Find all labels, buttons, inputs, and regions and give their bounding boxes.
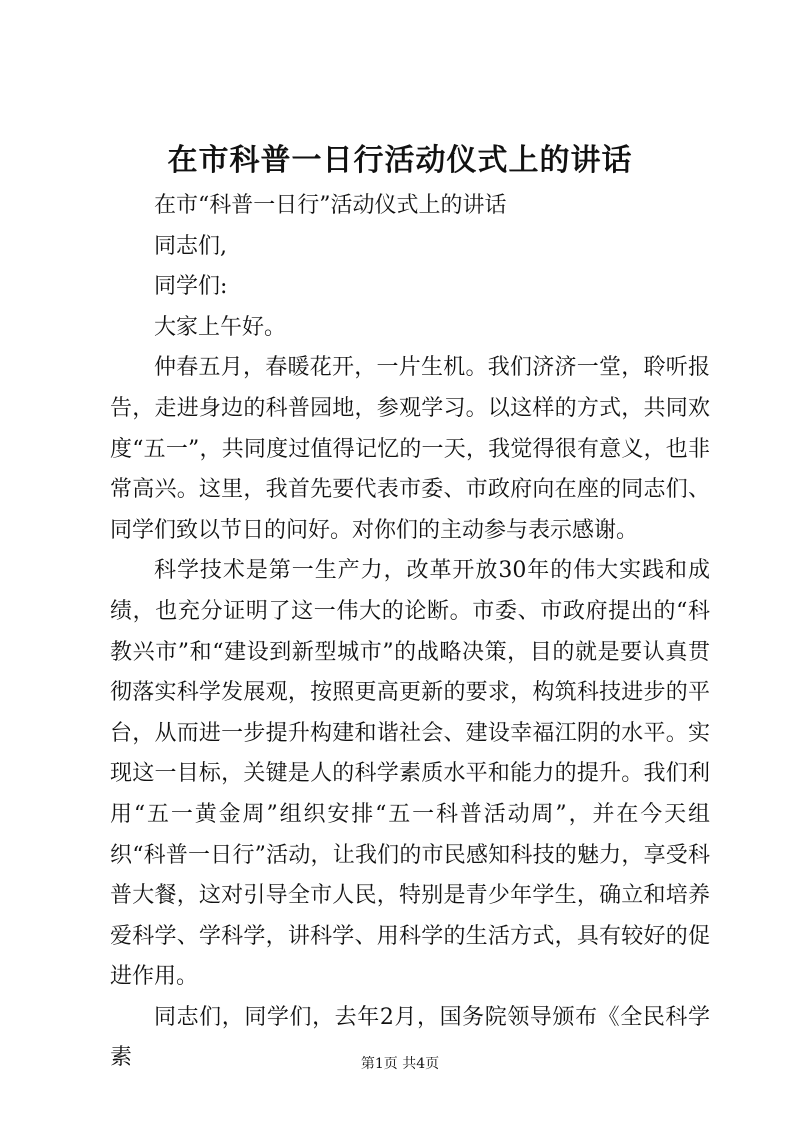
document-title: 在市科普一日行活动仪式上的讲话 <box>167 143 633 178</box>
paragraph-subtitle: 在市“科普一日行”活动仪式上的讲话 <box>154 193 507 218</box>
paragraph-greeting-students: 同学们: <box>154 274 228 300</box>
paragraph-good-morning: 大家上午好。 <box>154 314 287 340</box>
paragraph-body-2: 科学技术是第一生产力，改革开放30年的伟大实践和成绩，也充分证明了这一伟大的论断。市委、市政府提出的“科教兴市”和“建设到新型城市”的战略决策，目的就是要认真贯彻落实科学发展观，按照更高更新的要求，构筑科技进步的平台，从而进一步提升构建和谐社会、建设幸福江阴的水平。实现这一目标，关键是人的科学素质水平和能力的提升。我们利用“五一黄金周”组织安排“五一科普活动周”，并在今天组织“科普一日行”活动，让我们的市民感知科技的魅力，享受科普大餐，这对引导全市人民，特别是青少年学生，确立和培养爱科学、学科学，讲科学、用科学的生活方式，具有较好的促进作用。 <box>110 558 710 990</box>
paragraph-body-3: 同志们，同学们，去年2月，国务院领导颁布《全民科学素 <box>110 1004 710 1071</box>
page-number-footer: 第1页 共4页 <box>360 1056 440 1072</box>
paragraph-greeting-comrades: 同志们, <box>154 233 227 259</box>
document-body <box>110 186 710 1079</box>
paragraph-body-1: 仲春五月，春暖花开，一片生机。我们济济一堂，聆听报告，走进身边的科普园地，参观学习。以这样的方式，共同欢度“五一”，共同度过值得记忆的一天，我觉得很有意义，也非常高兴。这里，我首先要代表市委、市政府向在座的同志们、同学们致以节日的问好。对你们的主动参与表示感谢。 <box>110 355 710 543</box>
